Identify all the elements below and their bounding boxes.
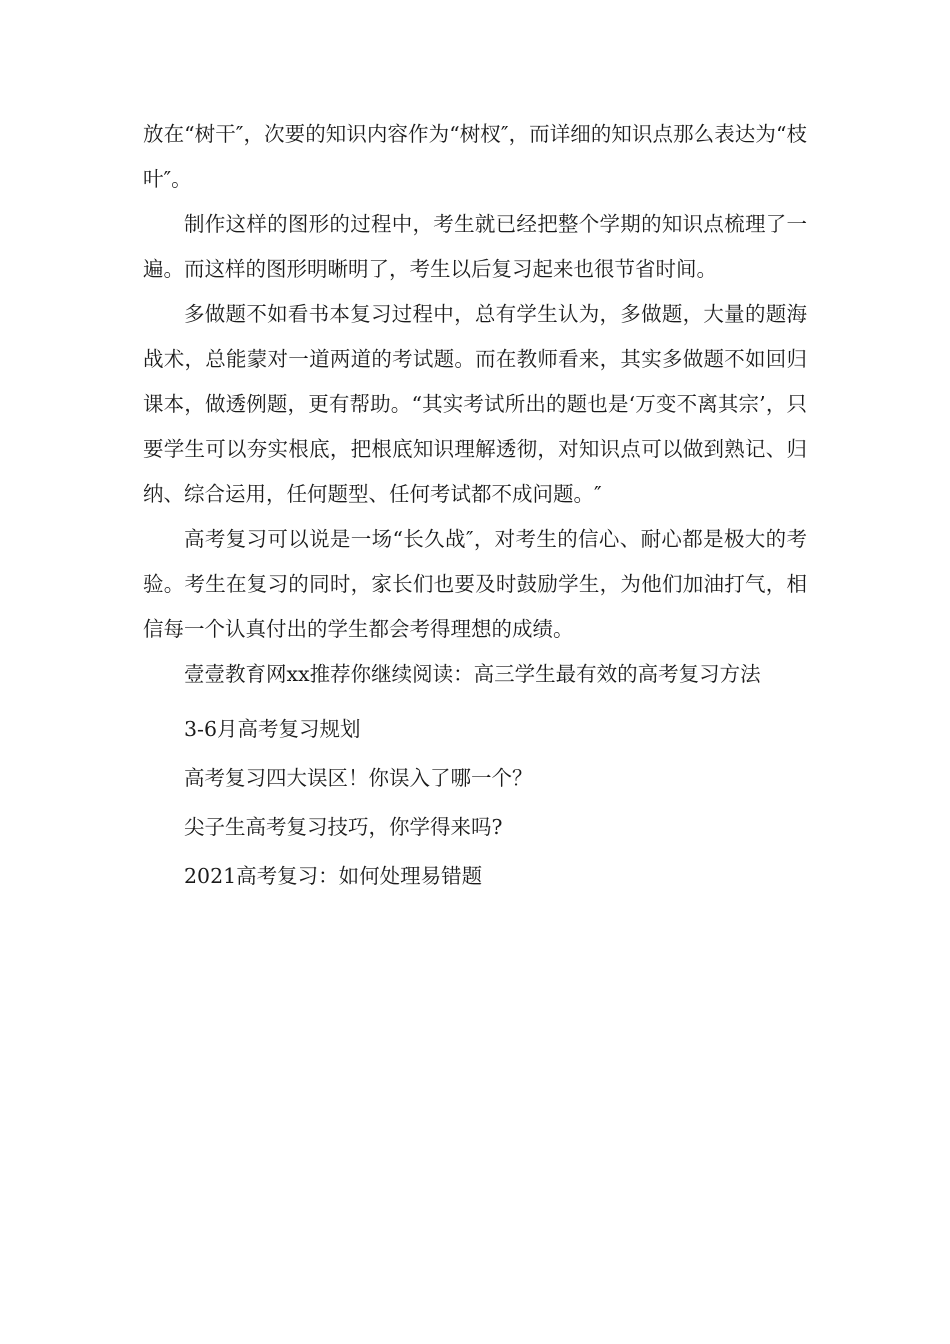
document-body xyxy=(143,112,807,901)
paragraph-tree-structure: 放在“树干″，次要的知识内容作为“树杈″，而详细的知识点那么表达为“枝叶″。 xyxy=(143,122,807,191)
paragraph-long-battle: 高考复习可以说是一场“长久战″，对考生的信心、耐心都是极大的考验。考生在复习的同时，家长们也要及时鼓励学生，为他们加油打气，相信每一个认真付出的学生都会考得理想的成绩。 xyxy=(143,527,807,641)
related-links-list xyxy=(143,705,807,901)
paragraph-textbook-review: 多做题不如看书本复习过程中，总有学生认为，多做题，大量的题海战术，总能蒙对一道两道的考试题。而在教师看来，其实多做题不如回归课本，做透例题，更有帮助。“其实考试所出的题也是‘万变不离其宗’，只要学生可以夯实根底，把根底知识理解透彻，对知识点可以做到熟记、归纳、综合运用，任何题型、任何考试都不成问题。″ xyxy=(143,302,807,506)
related-link[interactable]: 3-6月高考复习规划 xyxy=(184,717,361,741)
related-link[interactable]: 尖子生高考复习技巧，你学得来吗? xyxy=(184,815,503,839)
related-link[interactable]: 高考复习四大误区！你误入了哪一个？ xyxy=(184,766,533,790)
paragraph-diagram-benefit: 制作这样的图形的过程中，考生就已经把整个学期的知识点梳理了一遍。而这样的图形明晰明了，考生以后复习起来也很节省时间。 xyxy=(143,212,807,281)
related-link[interactable]: 2021高考复习：如何处理易错题 xyxy=(184,864,483,888)
paragraph-recommend-reading: 壹壹教育网xx推荐你继续阅读：高三学生最有效的高考复习方法 xyxy=(184,662,761,686)
